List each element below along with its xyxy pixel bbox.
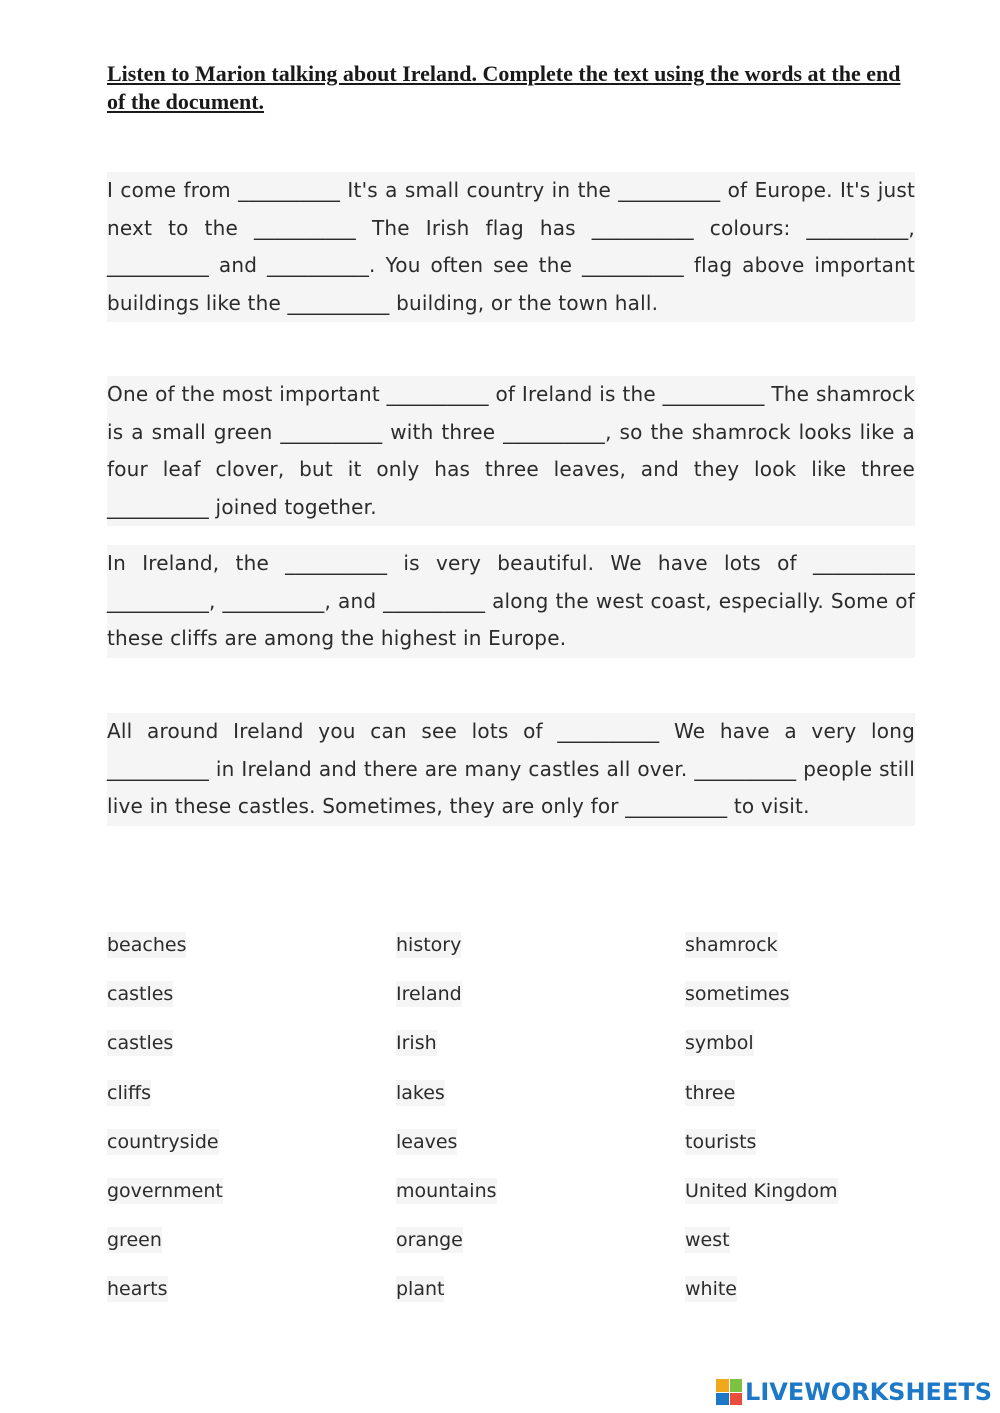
- logo-square-4: [730, 1393, 743, 1406]
- word-bank-item: castles: [107, 983, 174, 1006]
- logo-square-1: [716, 1379, 729, 1392]
- paragraph-3: In Ireland, the __________ is very beautiful. We have lots of __________ __________, __________, and __________ along the west coast, especially. Some of these cliffs are among the highest in Europe.: [107, 545, 915, 658]
- word-bank-item: sometimes: [685, 983, 790, 1006]
- logo-square-2: [730, 1379, 743, 1392]
- word-bank-item: hearts: [107, 1278, 168, 1301]
- word-bank-column-3: [685, 930, 838, 1324]
- word-bank-item: government: [107, 1179, 223, 1202]
- word-bank-item: Irish: [396, 1032, 437, 1055]
- word-bank-item: plant: [396, 1278, 445, 1301]
- word-bank-item: west: [685, 1229, 730, 1252]
- paragraph-2: One of the most important __________ of Ireland is the __________ The shamrock is a small green __________ with three __________, so the shamrock looks like a four leaf clover, but it only has three leaves, and they look like three __________ joined together.: [107, 376, 915, 526]
- word-bank-item: leaves: [396, 1130, 458, 1153]
- worksheet-page: [107, 60, 915, 1301]
- logo-square-3: [716, 1393, 729, 1406]
- instructions-heading: Listen to Marion talking about Ireland. Complete the text using the words at the end of the document.: [107, 61, 901, 114]
- word-bank-item: beaches: [107, 934, 187, 956]
- word-bank-item: Ireland: [396, 983, 462, 1006]
- word-bank-item: green: [107, 1229, 162, 1252]
- liveworksheets-logo[interactable]: [716, 1377, 992, 1407]
- logo-text: LIVEWORKSHEETS: [745, 1378, 992, 1406]
- logo-mark-icon: [716, 1379, 742, 1405]
- word-bank-item: history: [396, 934, 462, 956]
- word-bank-item: lakes: [396, 1081, 445, 1104]
- paragraph-4: All around Ireland you can see lots of __________ We have a very long __________ in Ireland and there are many castles all over. __________ people still live in these castles. Sometimes, they are only for __________ to visit.: [107, 713, 915, 826]
- word-bank-item: tourists: [685, 1130, 757, 1153]
- word-bank-column-2: [396, 930, 497, 1324]
- word-bank-item: symbol: [685, 1032, 754, 1055]
- word-bank-item: United Kingdom: [685, 1179, 838, 1202]
- paragraph-1: I come from __________ It's a small country in the __________ of Europe. It's just next to the __________ The Irish flag has __________ colours: __________, __________ and __________. You often see the __________ flag above important buildings like the __________ building, or the town hall.: [107, 172, 915, 322]
- word-bank-item: countryside: [107, 1130, 219, 1153]
- word-bank-item: castles: [107, 1032, 174, 1055]
- word-bank-item: white: [685, 1278, 737, 1301]
- word-bank-item: shamrock: [685, 934, 778, 956]
- word-bank-item: orange: [396, 1229, 463, 1252]
- word-bank-column-1: [107, 930, 223, 1324]
- word-bank-item: three: [685, 1081, 736, 1104]
- word-bank-item: mountains: [396, 1179, 497, 1202]
- word-bank-item: cliffs: [107, 1081, 151, 1104]
